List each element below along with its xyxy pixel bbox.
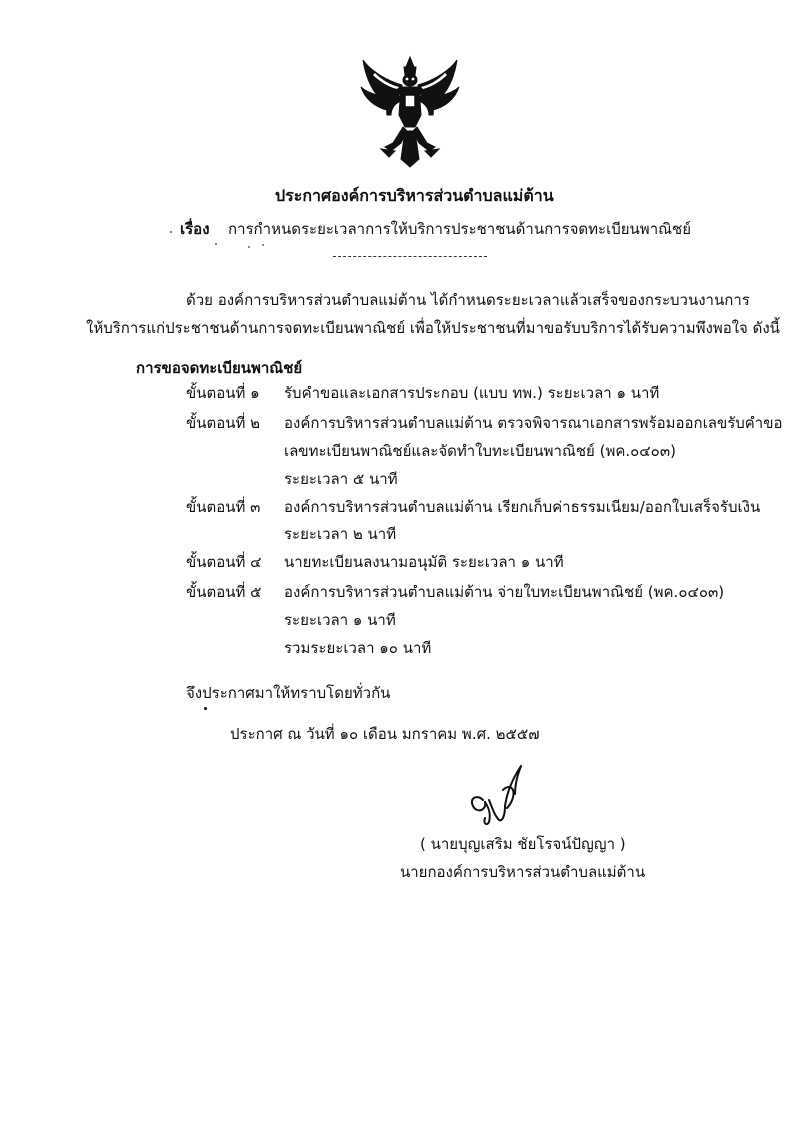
step-4-label: ขั้นตอนที่ ๔ [186, 553, 262, 571]
section-title: การขอจดทะเบียนพาณิชย์ [136, 359, 303, 377]
announcement-date: ประกาศ ณ วันที่ ๑๐ เดือน มกราคม พ.ศ. ๒๕๕๗ [230, 725, 540, 743]
step-5-label: ขั้นตอนที่ ๕ [186, 583, 262, 601]
step-3-line-2: ระยะเวลา ๒ นาที [284, 525, 397, 543]
step-2-line-2: เลขทะเบียนพาณิชย์และจัดทำใบทะเบียนพาณิชย์ (พค.๐๔๐๓) [284, 442, 676, 460]
step-3-label: ขั้นตอนที่ ๓ [186, 498, 261, 516]
garuda-emblem-icon [355, 55, 465, 170]
handwritten-signature-icon [455, 760, 545, 830]
closing-statement: จึงประกาศมาให้ทราบโดยทั่วกัน [186, 684, 391, 702]
intro-paragraph-line-1: ด้วย องค์การบริหารส่วนตำบลแม่ต้าน ได้กำหนดระยะเวลาแล้วเสร็จของกระบวนงานการ [186, 291, 750, 309]
step-3-line-1: องค์การบริหารส่วนตำบลแม่ต้าน เรียกเก็บค่าธรรมเนียม/ออกใบเสร็จรับเงิน [284, 498, 761, 516]
step-5-line-3: รวมระยะเวลา ๑๐ นาที [284, 639, 432, 657]
subject-label: เรื่อง [180, 220, 210, 238]
step-2-line-1: องค์การบริหารส่วนตำบลแม่ต้าน ตรวจพิจารณาเอกสารพร้อมออกเลขรับคำขอ [284, 414, 783, 432]
step-5-line-1: องค์การบริหารส่วนตำบลแม่ต้าน จ่ายใบทะเบียนพาณิชย์ (พค.๐๔๐๓) [284, 583, 725, 601]
signatory-position: นายกองค์การบริหารส่วนตำบลแม่ต้าน [400, 863, 646, 881]
step-4-line-1: นายทะเบียนลงนามอนุมัติ ระยะเวลา ๑ นาที [284, 553, 564, 571]
subject-text: การกำหนดระยะเวลาการให้บริการประชาชนด้านการจดทะเบียนพาณิชย์ [228, 220, 692, 238]
document-title: ประกาศองค์การบริหารส่วนตำบลแม่ต้าน [275, 186, 554, 205]
signatory-name: ( นายบุญเสริม ชัยโรจน์ปัญญา ) [420, 835, 626, 853]
title-divider [333, 256, 487, 257]
scan-speck [204, 707, 207, 710]
intro-paragraph-line-2: ให้บริการแก่ประชาชนด้านการจดทะเบียนพาณิชย์ เพื่อให้ประชาชนที่มาขอรับบริการได้รับความพึงพอใจ ดังนี้ [86, 319, 780, 337]
step-2-line-3: ระยะเวลา ๕ นาที [284, 470, 398, 488]
step-1-label: ขั้นตอนที่ ๑ [186, 384, 260, 402]
step-5-line-2: ระยะเวลา ๑ นาที [284, 611, 396, 629]
step-2-label: ขั้นตอนที่ ๒ [186, 414, 261, 432]
step-1-line-1: รับคำขอและเอกสารประกอบ (แบบ ทพ.) ระยะเวลา ๑ นาที [284, 384, 660, 402]
